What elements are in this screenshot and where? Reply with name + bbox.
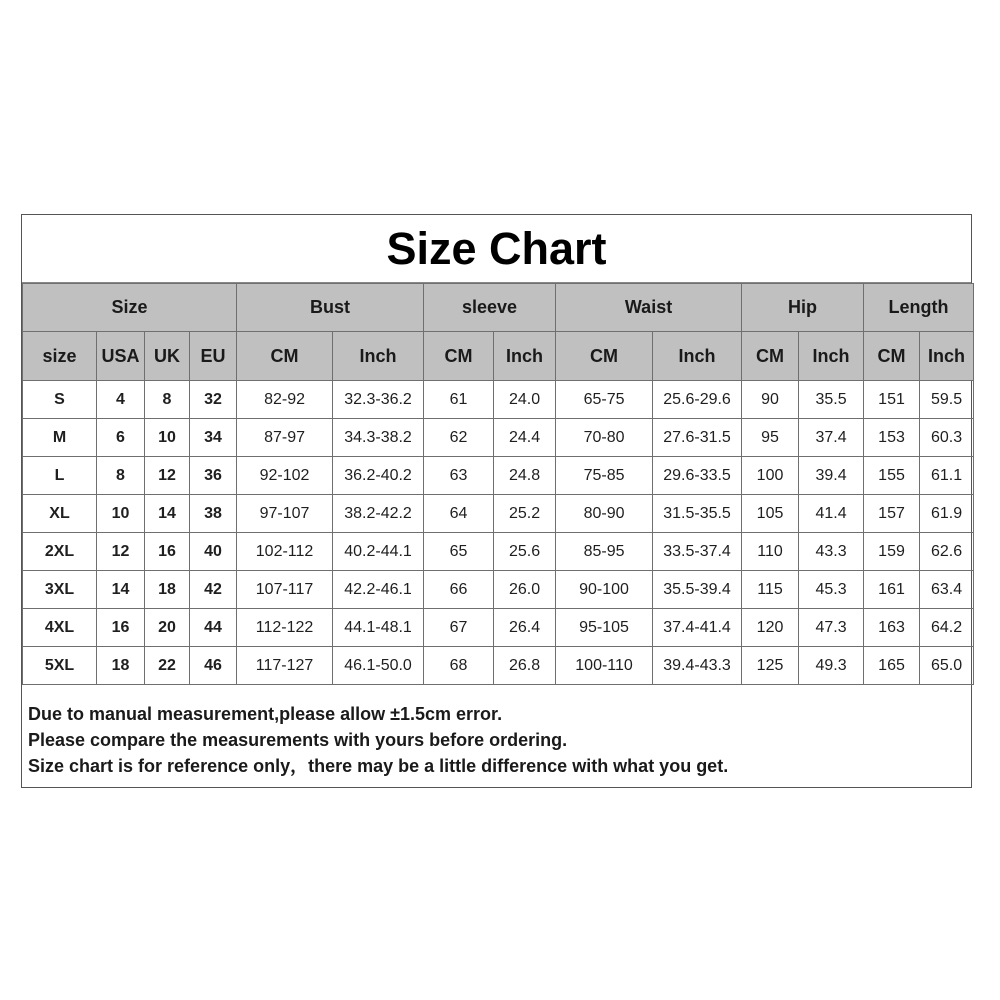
table-cell: 67 (424, 609, 494, 647)
table-cell: 117-127 (237, 647, 333, 685)
table-cell: 64.2 (920, 609, 974, 647)
table-row (23, 533, 974, 571)
table-cell: 8 (145, 381, 190, 419)
table-cell: 62 (424, 419, 494, 457)
group-header-waist: Waist (556, 284, 742, 332)
table-cell: 16 (97, 609, 145, 647)
group-header-length: Length (864, 284, 974, 332)
table-cell: 6 (97, 419, 145, 457)
table-cell: 38 (190, 495, 237, 533)
group-header-size: Size (23, 284, 237, 332)
table-cell: 34 (190, 419, 237, 457)
sub-header-length-inch: Inch (920, 332, 974, 381)
table-cell: 34.3-38.2 (333, 419, 424, 457)
table-cell: 97-107 (237, 495, 333, 533)
table-cell: 38.2-42.2 (333, 495, 424, 533)
table-cell: 61.1 (920, 457, 974, 495)
table-cell: 26.8 (494, 647, 556, 685)
table-cell: 20 (145, 609, 190, 647)
table-cell: 110 (742, 533, 799, 571)
table-row (23, 571, 974, 609)
table-cell: 63.4 (920, 571, 974, 609)
table-cell: 24.4 (494, 419, 556, 457)
table-cell: 24.0 (494, 381, 556, 419)
group-header-hip: Hip (742, 284, 864, 332)
table-cell: 35.5-39.4 (653, 571, 742, 609)
sub-header-bust-inch: Inch (333, 332, 424, 381)
table-cell: 31.5-35.5 (653, 495, 742, 533)
table-cell: 25.6 (494, 533, 556, 571)
table-cell: 26.0 (494, 571, 556, 609)
table-cell: 27.6-31.5 (653, 419, 742, 457)
sub-header-eu: EU (190, 332, 237, 381)
table-cell: 125 (742, 647, 799, 685)
table-cell: 65.0 (920, 647, 974, 685)
table-cell: 153 (864, 419, 920, 457)
chart-title: Size Chart (22, 215, 971, 283)
table-cell: 85-95 (556, 533, 653, 571)
table-row (23, 457, 974, 495)
table-cell: 90 (742, 381, 799, 419)
sub-header-hip-cm: CM (742, 332, 799, 381)
table-row (23, 495, 974, 533)
table-cell: 80-90 (556, 495, 653, 533)
table-cell: 4XL (23, 609, 97, 647)
table-cell: 26.4 (494, 609, 556, 647)
table-cell: 44.1-48.1 (333, 609, 424, 647)
sub-header-usa: USA (97, 332, 145, 381)
table-cell: 105 (742, 495, 799, 533)
table-cell: 24.8 (494, 457, 556, 495)
sub-header-uk: UK (145, 332, 190, 381)
note-line: Due to manual measurement,please allow ±1.5cm error. (28, 704, 503, 724)
table-cell: 161 (864, 571, 920, 609)
table-cell: 47.3 (799, 609, 864, 647)
table-cell: 112-122 (237, 609, 333, 647)
table-cell: 60.3 (920, 419, 974, 457)
table-cell: 37.4-41.4 (653, 609, 742, 647)
table-cell: 37.4 (799, 419, 864, 457)
sub-header-hip-inch: Inch (799, 332, 864, 381)
table-cell: 95 (742, 419, 799, 457)
table-cell: 45.3 (799, 571, 864, 609)
table-cell: M (23, 419, 97, 457)
table-cell: 12 (97, 533, 145, 571)
table-cell: 18 (145, 571, 190, 609)
table-row (23, 419, 974, 457)
sub-header-row (23, 332, 974, 381)
sub-header-sleeve-cm: CM (424, 332, 494, 381)
table-cell: 75-85 (556, 457, 653, 495)
sub-header-sleeve-inch: Inch (494, 332, 556, 381)
table-cell: 33.5-37.4 (653, 533, 742, 571)
table-cell: XL (23, 495, 97, 533)
table-cell: 25.2 (494, 495, 556, 533)
sub-header-waist-cm: CM (556, 332, 653, 381)
table-cell: 157 (864, 495, 920, 533)
group-header-bust: Bust (237, 284, 424, 332)
table-cell: 4 (97, 381, 145, 419)
table-cell: 65 (424, 533, 494, 571)
table-cell: 70-80 (556, 419, 653, 457)
table-cell: 61 (424, 381, 494, 419)
table-cell: 39.4-43.3 (653, 647, 742, 685)
table-cell: 115 (742, 571, 799, 609)
note-line: Size chart is for reference only，there may be a little difference with what you get. (28, 756, 729, 776)
table-cell: 41.4 (799, 495, 864, 533)
table-cell: 29.6-33.5 (653, 457, 742, 495)
size-table (22, 283, 974, 685)
table-cell: 39.4 (799, 457, 864, 495)
table-cell: 59.5 (920, 381, 974, 419)
table-cell: 42 (190, 571, 237, 609)
table-cell: 64 (424, 495, 494, 533)
group-header-row (23, 284, 974, 332)
table-cell: 18 (97, 647, 145, 685)
table-cell: 65-75 (556, 381, 653, 419)
sub-header-length-cm: CM (864, 332, 920, 381)
table-cell: 36.2-40.2 (333, 457, 424, 495)
table-cell: 151 (864, 381, 920, 419)
table-cell: 10 (97, 495, 145, 533)
table-cell: 49.3 (799, 647, 864, 685)
table-cell: 12 (145, 457, 190, 495)
table-cell: 35.5 (799, 381, 864, 419)
table-cell: 90-100 (556, 571, 653, 609)
table-cell: 44 (190, 609, 237, 647)
table-cell: 68 (424, 647, 494, 685)
table-cell: 32.3-36.2 (333, 381, 424, 419)
table-cell: 42.2-46.1 (333, 571, 424, 609)
table-cell: 82-92 (237, 381, 333, 419)
table-cell: 8 (97, 457, 145, 495)
table-cell: S (23, 381, 97, 419)
table-cell: 95-105 (556, 609, 653, 647)
table-cell: 66 (424, 571, 494, 609)
table-cell: 25.6-29.6 (653, 381, 742, 419)
table-row (23, 647, 974, 685)
table-cell: 87-97 (237, 419, 333, 457)
sub-header-bust-cm: CM (237, 332, 333, 381)
table-cell: 22 (145, 647, 190, 685)
table-cell: 5XL (23, 647, 97, 685)
table-cell: 155 (864, 457, 920, 495)
notes (22, 685, 971, 779)
table-cell: 43.3 (799, 533, 864, 571)
table-cell: 46 (190, 647, 237, 685)
sub-header-size: size (23, 332, 97, 381)
table-cell: 32 (190, 381, 237, 419)
table-cell: 159 (864, 533, 920, 571)
table-row (23, 381, 974, 419)
table-cell: 102-112 (237, 533, 333, 571)
table-cell: 40.2-44.1 (333, 533, 424, 571)
table-cell: 40 (190, 533, 237, 571)
size-chart-sheet (21, 214, 972, 788)
table-cell: 10 (145, 419, 190, 457)
table-cell: 100-110 (556, 647, 653, 685)
table-cell: 2XL (23, 533, 97, 571)
table-cell: 36 (190, 457, 237, 495)
sub-header-waist-inch: Inch (653, 332, 742, 381)
table-cell: 100 (742, 457, 799, 495)
table-cell: 62.6 (920, 533, 974, 571)
group-header-sleeve: sleeve (424, 284, 556, 332)
table-cell: 92-102 (237, 457, 333, 495)
table-cell: 46.1-50.0 (333, 647, 424, 685)
note-line: Please compare the measurements with yours before ordering. (28, 730, 568, 750)
table-cell: 63 (424, 457, 494, 495)
table-cell: 3XL (23, 571, 97, 609)
table-row (23, 609, 974, 647)
table-cell: L (23, 457, 97, 495)
table-cell: 107-117 (237, 571, 333, 609)
table-cell: 165 (864, 647, 920, 685)
table-cell: 14 (97, 571, 145, 609)
table-cell: 163 (864, 609, 920, 647)
table-cell: 120 (742, 609, 799, 647)
table-cell: 14 (145, 495, 190, 533)
table-cell: 61.9 (920, 495, 974, 533)
table-cell: 16 (145, 533, 190, 571)
size-table-body (23, 381, 974, 685)
